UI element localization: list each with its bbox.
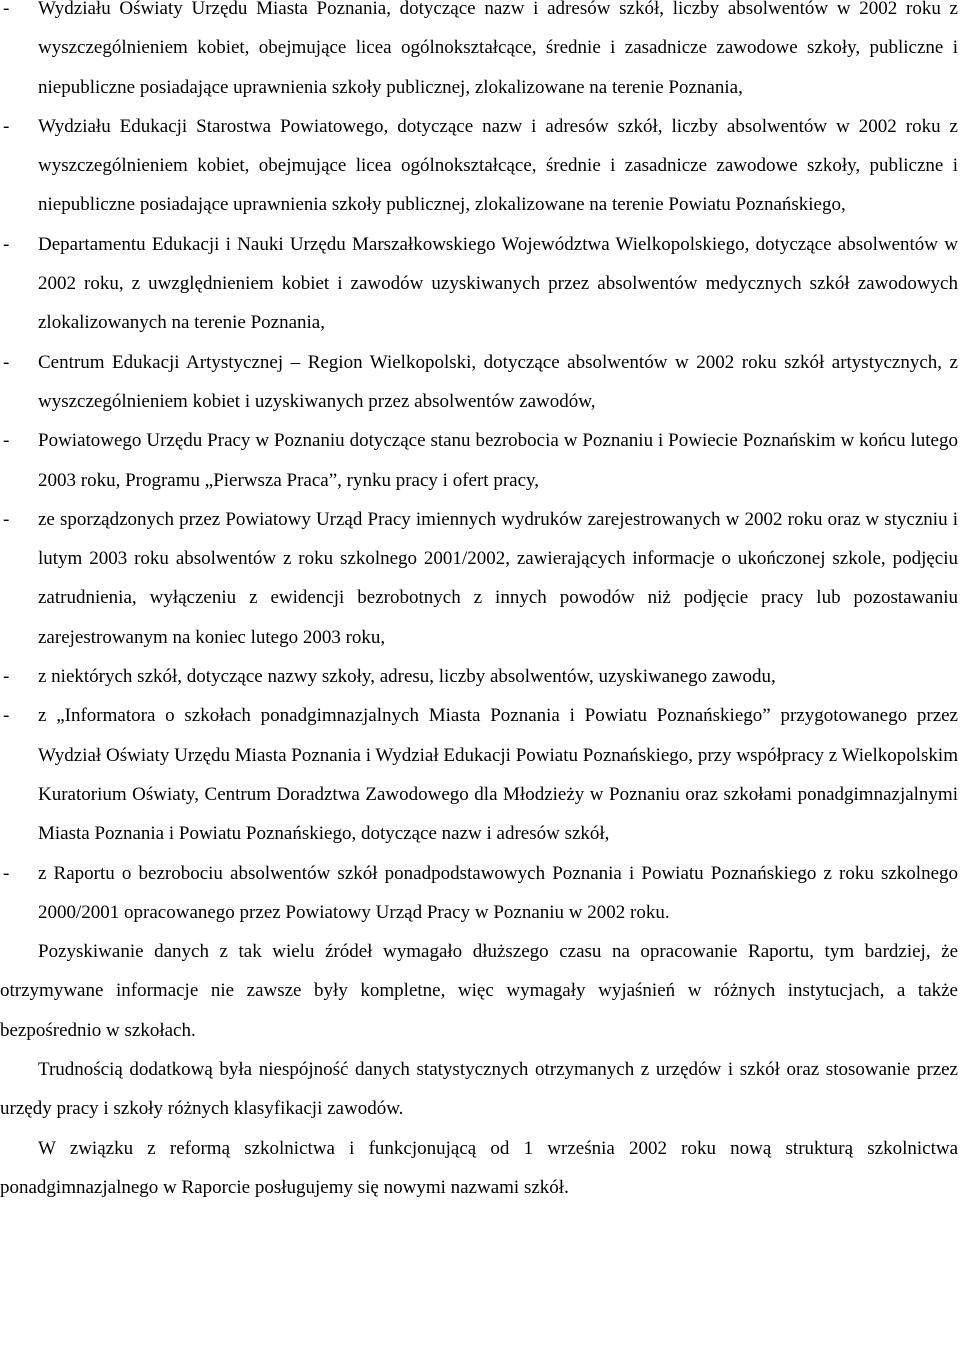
list-marker: - [3,115,10,137]
list-item [0,343,958,422]
list-item-text: Powiatowego Urzędu Pracy w Poznaniu dotyczące stanu bezrobocia w Poznaniu i Powiecie Poznańskim w końcu lutego 2003 roku, Programu „Pierwsza Praca”, rynku pracy i ofert pracy, [38,430,958,491]
body-paragraph: Pozyskiwanie danych z tak wielu źródeł wymagało dłuższego czasu na opracowanie Raportu, tym bardziej, że otrzymywane informacje nie zawsze były kompletne, więc wymagały wyjaśnień w różnych instytucjach, a także bezpośrednio w szkołach. [0,941,958,1041]
list-item-text: Centrum Edukacji Artystycznej – Region Wielkopolski, dotyczące absolwentów w 2002 roku szkół artystycznych, z wyszczególnieniem kobiet i uzyskiwanych przez absolwentów zawodów, [38,351,958,412]
list-item-text: z „Informatora o szkołach ponadgimnazjalnych Miasta Poznania i Powiatu Poznańskiego” przygotowanego przez Wydział Oświaty Urzędu Miasta Poznania i Wydział Edukacji Powiatu Poznańskiego, przy współpracy z Wielkopolskim Kuratorium Oświaty, Centrum Doradztwa Zawodowego dla Młodzieży w Poznaniu oraz szkołami ponadgimnazjalnymi Miasta Poznania i Powiatu Poznańskiego, dotyczące nazw i adresów szkół, [38,705,958,845]
list-marker: - [3,0,10,19]
list-item [0,225,958,343]
list-item [0,854,958,933]
list-marker: - [3,666,10,688]
list-item [0,696,958,853]
body-paragraph: Trudnością dodatkową była niespójność danych statystycznych otrzymanych z urzędów i szkół oraz stosowanie przez urzędy pracy i szkoły różnych klasyfikacji zawodów. [0,1059,958,1120]
list-marker: - [3,862,10,884]
list-item [0,421,958,500]
list-marker: - [3,508,10,530]
list-item-text: ze sporządzonych przez Powiatowy Urząd Pracy imiennych wydruków zarejestrowanych w 2002 roku oraz w styczniu i lutym 2003 roku absolwentów z roku szkolnego 2001/2002, zawierających informacje o ukończonej szkole, podjęciu zatrudnienia, wyłączeniu z ewidencji bezrobotnych z innych powodów niż podjęcie pracy lub pozostawaniu zarejestrowanym na koniec lutego 2003 roku, [38,508,958,648]
list-item-text: Wydziału Edukacji Starostwa Powiatowego, dotyczące nazw i adresów szkół, liczby absolwentów w 2002 roku z wyszczególnieniem kobiet, obejmujące licea ogólnokształcące, średnie i zasadnicze zawodowe szkoły, publiczne i niepubliczne posiadające uprawnienia szkoły publicznej, zlokalizowane na terenie Powiatu Poznańskiego, [38,115,958,216]
list-item [0,500,958,657]
list-item [0,657,958,696]
list-marker: - [3,430,10,452]
list-marker: - [3,233,10,255]
list-marker: - [3,705,10,727]
list-item-text: Departamentu Edukacji i Nauki Urzędu Marszałkowskiego Województwa Wielkopolskiego, dotyczące absolwentów w 2002 roku, z uwzględnieniem kobiet i zawodów uzyskiwanych przez absolwentów medycznych szkół zawodowych zlokalizowanych na terenie Poznania, [38,233,958,334]
list-item-text: z Raportu o bezrobociu absolwentów szkół ponadpodstawowych Poznania i Powiatu Poznańskiego z roku szkolnego 2000/2001 opracowanego przez Powiatowy Urząd Pracy w Poznaniu w 2002 roku. [38,862,958,923]
list-item [0,107,958,225]
body-paragraph: W związku z reformą szkolnictwa i funkcjonującą od 1 września 2002 roku nową strukturą szkolnictwa ponadgimnazjalnego w Raporcie posługujemy się nowymi nazwami szkół. [0,1137,958,1198]
list-marker: - [3,351,10,373]
list-item-text: z niektórych szkół, dotyczące nazwy szkoły, adresu, liczby absolwentów, uzyskiwanego zawodu, [38,666,776,688]
list-item-text: Wydziału Oświaty Urzędu Miasta Poznania, dotyczące nazw i adresów szkół, liczby absolwentów w 2002 roku z wyszczególnieniem kobiet, obejmujące licea ogólnokształcące, średnie i zasadnicze zawodowe szkoły, publiczne i niepubliczne posiadające uprawnienia szkoły publicznej, zlokalizowane na terenie Poznania, [38,0,958,98]
list-item [0,0,958,107]
